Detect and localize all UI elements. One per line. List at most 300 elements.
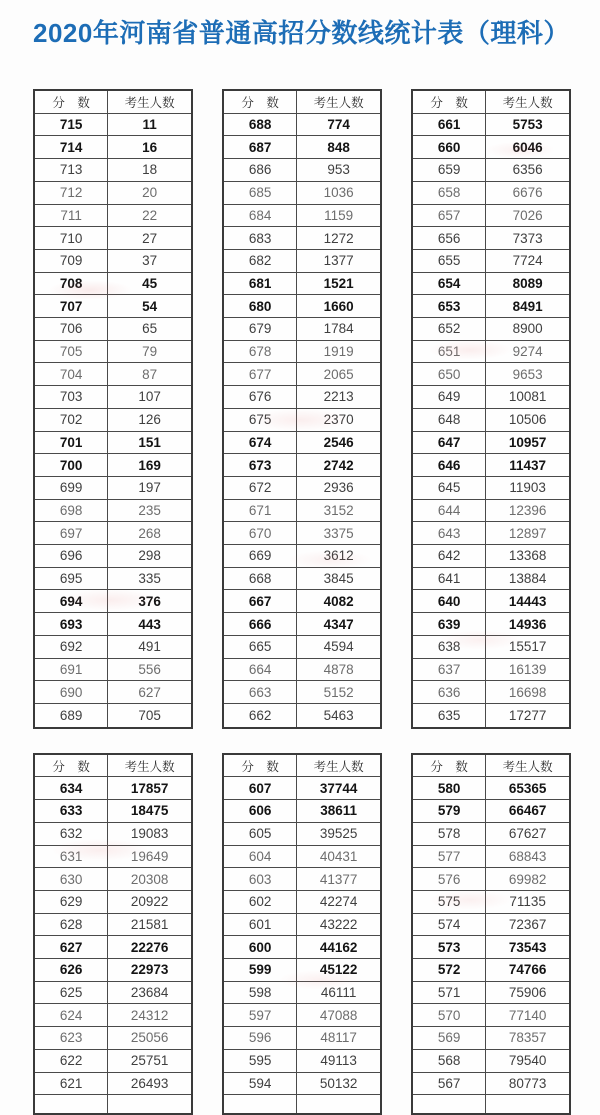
table-row (413, 136, 569, 159)
score-cell: 680 (224, 295, 297, 317)
table-row (224, 704, 380, 727)
score-cell: 605 (224, 823, 297, 845)
table-row (35, 114, 191, 137)
table-row (413, 477, 569, 500)
table-row (413, 1027, 569, 1050)
score-cell: 640 (413, 590, 486, 612)
table-row (35, 136, 191, 159)
score-cell: 656 (413, 227, 486, 249)
score-cell: 665 (224, 636, 297, 658)
score-table-3 (411, 89, 571, 729)
table-row (413, 846, 569, 869)
count-cell: 8491 (512, 298, 543, 314)
score-cell: 600 (224, 936, 297, 958)
table-header-row (224, 755, 380, 778)
score-cell: 682 (224, 250, 297, 272)
score-cell: 574 (413, 914, 486, 936)
score-cell: 694 (35, 590, 108, 612)
count-cell: 2065 (323, 366, 354, 382)
score-cell: 708 (35, 273, 108, 295)
table-row (35, 936, 191, 959)
score-cell: 573 (413, 936, 486, 958)
count-cell: 22276 (130, 939, 169, 955)
score-cell: 631 (35, 846, 108, 868)
table-row (413, 1073, 569, 1096)
count-cell: 5152 (323, 684, 354, 700)
table-row (413, 273, 569, 296)
score-cell: 672 (224, 477, 297, 499)
score-cell: 650 (413, 363, 486, 385)
count-cell: 40431 (319, 848, 358, 864)
table-row (35, 432, 191, 455)
score-cell: 670 (224, 522, 297, 544)
table-body (224, 777, 380, 1095)
table-row (224, 868, 380, 891)
count-cell: 19083 (130, 826, 169, 842)
count-cell: 25751 (130, 1053, 169, 1069)
count-cell: 16139 (508, 661, 547, 677)
score-cell: 625 (35, 982, 108, 1004)
count-cell: 79540 (508, 1053, 547, 1069)
count-cell: 75906 (508, 985, 547, 1001)
score-cell: 710 (35, 227, 108, 249)
score-cell: 635 (413, 704, 486, 727)
table-row (35, 318, 191, 341)
table-row (35, 500, 191, 523)
count-cell: 69982 (508, 871, 547, 887)
score-cell: 676 (224, 386, 297, 408)
count-cell: 298 (138, 548, 161, 564)
count-cell: 774 (327, 117, 350, 133)
count-column-header: 考生人数 (502, 95, 553, 110)
count-cell: 1159 (324, 207, 354, 223)
table-row (413, 341, 569, 364)
table-row (413, 800, 569, 823)
score-cell: 580 (413, 777, 486, 799)
score-cell: 624 (35, 1004, 108, 1026)
table-row (35, 1050, 191, 1073)
score-cell: 659 (413, 159, 486, 181)
count-cell: 8900 (512, 321, 543, 337)
table-row (35, 704, 191, 727)
count-cell: 5753 (512, 117, 543, 133)
count-cell: 1272 (323, 230, 354, 246)
table-row (224, 823, 380, 846)
count-cell: 37 (142, 253, 158, 269)
score-cell: 639 (413, 613, 486, 635)
table-body (413, 114, 569, 727)
table-row (224, 227, 380, 250)
table-row (413, 454, 569, 477)
count-cell: 7724 (512, 253, 543, 269)
tables-grid-bottom (0, 753, 600, 1115)
cutoff-row (224, 1095, 380, 1113)
table-row (35, 636, 191, 659)
count-cell: 20308 (130, 871, 169, 887)
table-row (413, 386, 569, 409)
score-cell: 627 (35, 936, 108, 958)
table-row (413, 868, 569, 891)
table-row (413, 636, 569, 659)
table-row (224, 891, 380, 914)
score-cell: 667 (224, 590, 297, 612)
cutoff-row (35, 1095, 191, 1113)
score-cell: 602 (224, 891, 297, 913)
count-cell: 6356 (512, 162, 543, 178)
table-row (413, 522, 569, 545)
count-cell: 151 (138, 434, 161, 450)
score-cell: 641 (413, 568, 486, 590)
count-cell: 11 (142, 117, 157, 133)
table-row (35, 477, 191, 500)
count-cell: 37744 (319, 780, 358, 796)
score-cell: 690 (35, 681, 108, 703)
count-cell: 44162 (319, 939, 358, 955)
count-cell: 18 (142, 162, 158, 178)
table-row (413, 318, 569, 341)
score-cell: 655 (413, 250, 486, 272)
count-cell: 39525 (319, 826, 358, 842)
count-cell: 2546 (323, 434, 354, 450)
count-cell: 71135 (509, 894, 546, 910)
table-row (224, 659, 380, 682)
score-cell: 604 (224, 846, 297, 868)
count-cell: 12897 (508, 525, 547, 541)
count-cell: 2213 (323, 389, 354, 405)
score-cell: 567 (413, 1073, 486, 1095)
table-row (35, 341, 191, 364)
score-cell: 651 (413, 341, 486, 363)
table-row (35, 205, 191, 228)
score-cell: 632 (35, 823, 108, 845)
score-cell: 705 (35, 341, 108, 363)
count-cell: 21581 (130, 916, 169, 932)
score-cell: 688 (224, 114, 297, 136)
score-cell: 630 (35, 868, 108, 890)
score-cell: 649 (413, 386, 486, 408)
count-cell: 41377 (319, 871, 358, 887)
count-cell: 24312 (130, 1007, 169, 1023)
score-cell: 654 (413, 273, 486, 295)
score-column-header: 分 数 (224, 91, 297, 113)
count-cell: 46111 (320, 985, 357, 1001)
table-row (224, 936, 380, 959)
count-cell (108, 1095, 191, 1113)
table-row (224, 522, 380, 545)
table-row (224, 182, 380, 205)
table-row (413, 205, 569, 228)
count-cell: 17277 (508, 707, 547, 723)
score-column-header: 分 数 (224, 755, 297, 777)
count-cell: 67627 (508, 826, 547, 842)
table-row (413, 777, 569, 800)
count-cell: 7373 (512, 230, 543, 246)
table-row (224, 477, 380, 500)
score-table-2 (222, 89, 382, 729)
table-row (35, 1027, 191, 1050)
count-cell: 26493 (130, 1075, 169, 1091)
score-cell: 691 (35, 659, 108, 681)
score-cell: 598 (224, 982, 297, 1004)
count-cell: 1919 (323, 344, 354, 360)
count-cell: 10957 (508, 434, 547, 450)
table-row (224, 295, 380, 318)
score-cell: 700 (35, 454, 108, 476)
score-cell: 695 (35, 568, 108, 590)
table-row (35, 409, 191, 432)
score-cell: 711 (35, 205, 108, 227)
score-cell: 701 (35, 432, 108, 454)
score-cell: 712 (35, 182, 108, 204)
count-cell: 43222 (319, 916, 358, 932)
table-row (224, 982, 380, 1005)
count-cell: 4082 (323, 593, 354, 609)
table-row (35, 295, 191, 318)
count-cell (486, 1095, 569, 1113)
score-table-5 (222, 753, 382, 1115)
count-cell: 14936 (508, 616, 547, 632)
score-cell: 595 (224, 1050, 297, 1072)
table-row (35, 777, 191, 800)
table-row (35, 545, 191, 568)
table-row (224, 1073, 380, 1096)
table-row (413, 681, 569, 704)
count-cell: 42274 (319, 894, 358, 910)
table-row (224, 386, 380, 409)
count-cell: 9274 (512, 344, 543, 360)
table-row (413, 1050, 569, 1073)
count-column-header: 考生人数 (502, 759, 553, 774)
table-row (224, 800, 380, 823)
score-cell: 704 (35, 363, 108, 385)
count-cell: 2936 (323, 480, 354, 496)
count-cell: 4594 (323, 639, 354, 655)
score-cell: 668 (224, 568, 297, 590)
table-row (413, 982, 569, 1005)
score-cell: 713 (35, 159, 108, 181)
score-cell: 629 (35, 891, 108, 913)
score-cell: 622 (35, 1050, 108, 1072)
count-cell: 556 (138, 661, 161, 677)
score-cell: 642 (413, 545, 486, 567)
count-cell: 491 (138, 639, 161, 655)
table-row (224, 273, 380, 296)
count-column-header: 考生人数 (124, 759, 175, 774)
count-cell: 87 (142, 366, 158, 382)
score-cell: 664 (224, 659, 297, 681)
score-cell: 678 (224, 341, 297, 363)
count-cell: 13884 (508, 571, 547, 587)
count-cell: 65365 (508, 780, 547, 796)
count-cell: 74766 (508, 962, 547, 978)
score-cell: 679 (224, 318, 297, 340)
table-row (224, 250, 380, 273)
table-row (413, 409, 569, 432)
score-table-1 (33, 89, 193, 729)
count-cell: 22 (142, 207, 158, 223)
count-cell: 16698 (508, 684, 547, 700)
score-cell: 575 (413, 891, 486, 913)
score-cell: 572 (413, 959, 486, 981)
score-cell: 657 (413, 205, 486, 227)
count-column-header: 考生人数 (313, 95, 364, 110)
score-cell: 683 (224, 227, 297, 249)
score-cell: 714 (35, 136, 108, 158)
count-cell: 78357 (508, 1030, 547, 1046)
count-cell: 953 (327, 162, 350, 178)
count-cell: 17857 (130, 780, 169, 796)
count-cell: 65 (142, 321, 158, 337)
table-row (413, 159, 569, 182)
table-row (413, 959, 569, 982)
count-cell: 126 (138, 412, 161, 428)
score-cell: 647 (413, 432, 486, 454)
count-cell: 45 (142, 275, 158, 291)
table-row (413, 1004, 569, 1027)
count-cell: 2742 (323, 457, 354, 473)
table-row (224, 1004, 380, 1027)
score-cell: 662 (224, 704, 297, 727)
count-cell: 4878 (323, 661, 354, 677)
score-cell: 633 (35, 800, 108, 822)
table-row (35, 522, 191, 545)
score-cell: 703 (35, 386, 108, 408)
table-row (35, 363, 191, 386)
score-cell: 702 (35, 409, 108, 431)
count-column-header: 考生人数 (313, 759, 364, 774)
count-cell: 627 (138, 684, 161, 700)
table-row (224, 363, 380, 386)
table-row (224, 500, 380, 523)
count-cell: 197 (138, 480, 161, 496)
count-cell: 16 (142, 139, 158, 155)
score-cell: 599 (224, 959, 297, 981)
table-row (224, 545, 380, 568)
score-cell: 628 (35, 914, 108, 936)
score-table-4 (33, 753, 193, 1115)
tables-grid-top (0, 89, 600, 729)
score-cell: 661 (413, 114, 486, 136)
score-cell: 692 (35, 636, 108, 658)
table-row (224, 159, 380, 182)
score-cell: 577 (413, 846, 486, 868)
count-cell: 80773 (508, 1075, 547, 1091)
score-column-header: 分 数 (413, 755, 486, 777)
count-cell: 77140 (508, 1007, 547, 1023)
table-row (35, 386, 191, 409)
score-column-header: 分 数 (413, 91, 486, 113)
table-header-row (224, 91, 380, 114)
table-row (35, 891, 191, 914)
count-cell: 20922 (130, 894, 169, 910)
count-cell: 169 (138, 457, 161, 473)
table-row (35, 681, 191, 704)
table-body (224, 114, 380, 727)
score-cell: 685 (224, 182, 297, 204)
score-cell: 634 (35, 777, 108, 799)
score-cell: 596 (224, 1027, 297, 1049)
table-row (224, 613, 380, 636)
table-row (35, 982, 191, 1005)
score-column-header: 分 数 (35, 755, 108, 777)
table-row (35, 250, 191, 273)
score-cell: 715 (35, 114, 108, 136)
score-cell: 644 (413, 500, 486, 522)
count-cell: 10506 (508, 412, 547, 428)
count-cell: 6676 (512, 185, 543, 201)
score-cell: 660 (413, 136, 486, 158)
score-cell: 677 (224, 363, 297, 385)
table-row (35, 454, 191, 477)
table-row (224, 114, 380, 137)
table-row (224, 590, 380, 613)
score-cell: 686 (224, 159, 297, 181)
score-cell: 606 (224, 800, 297, 822)
count-cell: 5463 (323, 707, 354, 723)
count-cell: 47088 (319, 1007, 358, 1023)
table-row (35, 590, 191, 613)
count-cell: 1521 (323, 275, 354, 291)
count-cell: 66467 (508, 803, 547, 819)
score-cell: 648 (413, 409, 486, 431)
score-cell: 568 (413, 1050, 486, 1072)
score-cell: 675 (224, 409, 297, 431)
score-cell: 666 (224, 613, 297, 635)
table-row (35, 846, 191, 869)
table-row (35, 1073, 191, 1096)
count-cell: 1784 (323, 321, 354, 337)
score-cell: 603 (224, 868, 297, 890)
score-cell: 626 (35, 959, 108, 981)
count-cell: 15517 (508, 639, 547, 655)
table-header-row (413, 755, 569, 778)
table-row (413, 227, 569, 250)
table-body (413, 777, 569, 1095)
score-cell: 579 (413, 800, 486, 822)
table-row (413, 363, 569, 386)
table-row (35, 159, 191, 182)
score-cell: 636 (413, 681, 486, 703)
score-cell: 571 (413, 982, 486, 1004)
score-cell (224, 1095, 297, 1113)
count-cell: 3375 (323, 525, 354, 541)
table-row (413, 936, 569, 959)
table-header-row (35, 755, 191, 778)
count-cell: 376 (138, 593, 161, 609)
table-row (413, 568, 569, 591)
table-header-row (413, 91, 569, 114)
score-cell: 594 (224, 1073, 297, 1095)
table-row (35, 182, 191, 205)
score-cell: 607 (224, 777, 297, 799)
score-cell: 669 (224, 545, 297, 567)
count-cell: 11903 (509, 480, 546, 496)
score-cell: 623 (35, 1027, 108, 1049)
count-cell: 7026 (512, 207, 543, 223)
table-row (224, 136, 380, 159)
table-row (35, 273, 191, 296)
table-row (35, 914, 191, 937)
score-cell: 645 (413, 477, 486, 499)
count-cell: 54 (142, 298, 158, 314)
table-header-row (35, 91, 191, 114)
table-row (35, 568, 191, 591)
table-row (224, 318, 380, 341)
score-cell: 709 (35, 250, 108, 272)
count-cell (297, 1095, 380, 1113)
count-cell: 107 (138, 389, 161, 405)
table-row (413, 432, 569, 455)
